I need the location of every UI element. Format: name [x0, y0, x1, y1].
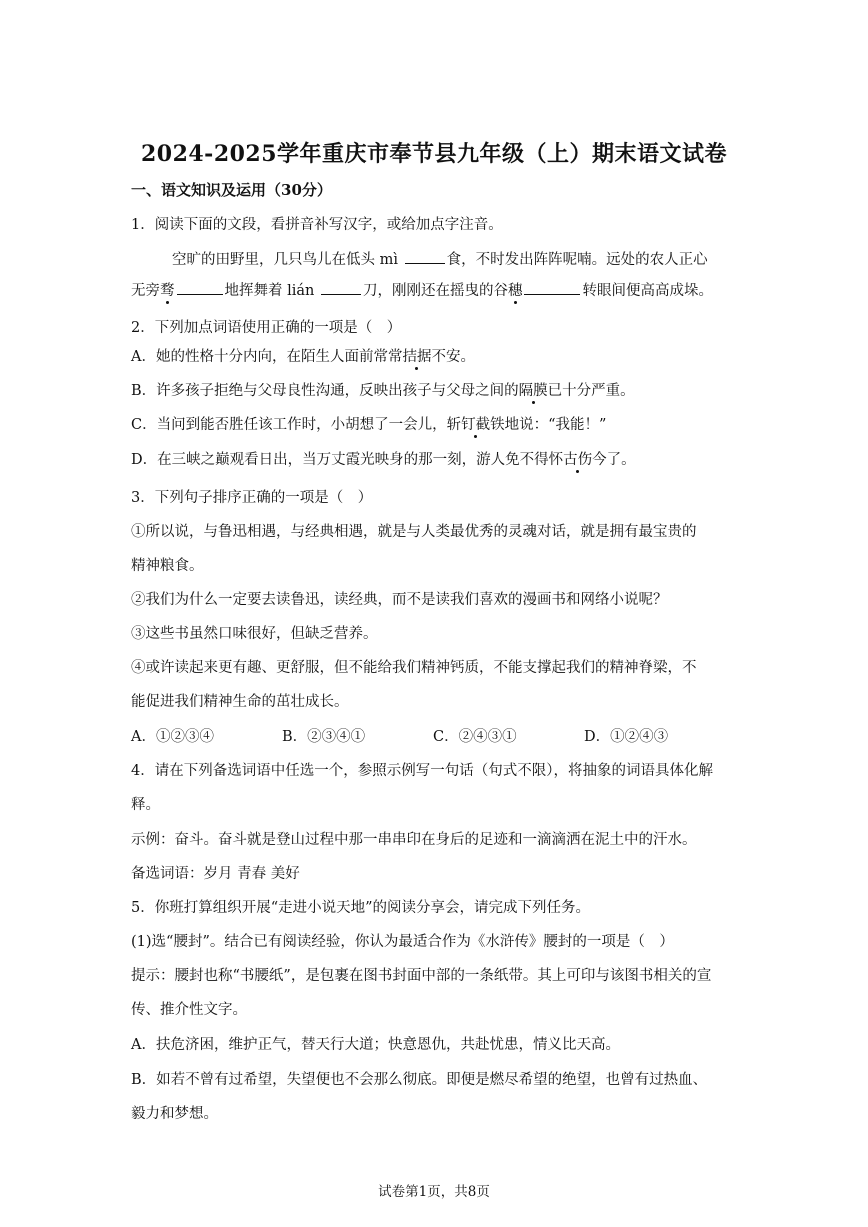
q5-option-a: A．扶危济困，维护正气，替天行大道；快意恩仇，共赴忧患，情义比天高。	[131, 1037, 620, 1053]
option-text: 了。	[606, 452, 636, 468]
option-text: D．在三峡之巅观看日出，当万丈霞光映身的那一刻，游人免不得	[131, 452, 549, 468]
q3-option-d: D．①②④③	[584, 729, 669, 745]
answer-blank	[177, 280, 223, 295]
q1-text: 刀，刚刚还在摇曳的谷	[362, 283, 508, 299]
q2-stem: 2．下列加点词语使用正确的一项是（ ）	[131, 320, 402, 336]
q1-text: 食，不时发出阵阵呢喃。远处的农人正心	[446, 252, 708, 268]
q2-option-a	[131, 347, 475, 367]
q1-passage-line1	[172, 249, 708, 270]
q3-option-b: B．②③④①	[282, 729, 366, 745]
answer-blank	[405, 249, 445, 264]
option-text: A．她的性格十分内向，在陌生人面前常常	[131, 349, 403, 365]
dotted-word: 斩钉截铁	[446, 417, 505, 433]
q4-example: 示例：奋斗。奋斗就是登山过程中那一串串印在身后的足迹和一滴滴洒在泥土中的汗水。	[131, 832, 697, 848]
q1-stem: 1．阅读下面的文段，看拼音补写汉字，或给加点字注音。	[131, 217, 503, 233]
q5-tip-cont: 传、推介性文字。	[131, 1002, 247, 1018]
q3-option-a: A．①②③④	[131, 729, 214, 745]
option-text: 不安。	[431, 349, 475, 365]
q2-option-c	[131, 415, 606, 435]
q1-text: 空旷的田野里，几只鸟儿在低头 mì	[172, 252, 398, 268]
section-heading: 一、语文知识及运用（30分）	[131, 181, 332, 199]
q3-sentence-4-cont: 能促进我们精神生命的茁壮成长。	[131, 694, 349, 710]
dotted-char: 骛	[160, 283, 175, 299]
answer-blank	[321, 280, 361, 295]
q3-sentence-1-cont: 精神粮食。	[131, 558, 204, 574]
option-text: 已十分严重。	[547, 383, 635, 399]
q3-stem: 3．下列句子排序正确的一项是（ ）	[131, 490, 373, 506]
answer-blank	[524, 280, 580, 295]
q3-option-c: C．②④③①	[433, 729, 517, 745]
q3-sentence-2: ②我们为什么一定要去读鲁迅，读经典，而不是读我们喜欢的漫画书和网络小说呢？	[131, 592, 668, 608]
dotted-word: 拮据	[402, 349, 432, 365]
page-footer: 试卷第1页，共8页	[378, 1184, 490, 1200]
option-text: B．许多孩子拒绝与父母良性沟通，反映出孩子与父母之间的	[131, 383, 519, 399]
q2-option-b	[131, 381, 635, 401]
q3-sentence-1: ①所以说，与鲁迅相遇，与经典相遇，就是与人类最优秀的灵魂对话，就是拥有最宝贵的	[131, 524, 697, 540]
q1-passage-line2	[131, 280, 713, 301]
q5-tip: 提示：腰封也称“书腰纸”，是包裹在图书封面中部的一条纸带。其上可印与该图书相关的宣	[131, 968, 712, 984]
page-title: 2024-2025学年重庆市奉节县九年级（上）期末语文试卷	[140, 141, 728, 167]
q1-text: 地挥舞着 lián	[224, 283, 315, 299]
q5-option-b-cont: 毅力和梦想。	[131, 1106, 218, 1122]
q5-stem: 5．你班打算组织开展“走进小说天地”的阅读分享会，请完成下列任务。	[131, 900, 591, 916]
option-text: 地说：“我能！”	[504, 417, 607, 433]
q4-stem: 4．请在下列备选词语中任选一个，参照示例写一句话（句式不限），将抽象的词语具体化解	[131, 763, 713, 779]
q4-word-choices: 备选词语：岁月 青春 美好	[131, 866, 300, 882]
q5-option-b: B．如若不曾有过希望，失望便也不会那么彻底。即便是燃尽希望的绝望，也曾有过热血、	[131, 1072, 708, 1088]
q3-sentence-3: ③这些书虽然口味很好，但缺乏营养。	[131, 626, 378, 642]
q4-stem-cont: 释。	[131, 797, 160, 813]
dotted-word: 怀古伤今	[548, 452, 607, 468]
q1-text: 转眼间便高高成垛。	[582, 283, 713, 299]
q1-text: 无旁	[131, 283, 160, 299]
q5-subquestion-1: (1)选“腰封”。结合已有阅读经验，你认为最适合作为《水浒传》腰封的一项是（ ）	[131, 934, 674, 950]
q3-sentence-4: ④或许读起来更有趣、更舒服，但不能给我们精神钙质，不能支撑起我们的精神脊梁，不	[131, 660, 697, 676]
option-text: C．当问到能否胜任该工作时，小胡想了一会儿，	[131, 417, 447, 433]
dotted-word: 隔膜	[518, 383, 548, 399]
q2-option-d	[131, 450, 636, 470]
dotted-char: 穗	[507, 283, 523, 299]
